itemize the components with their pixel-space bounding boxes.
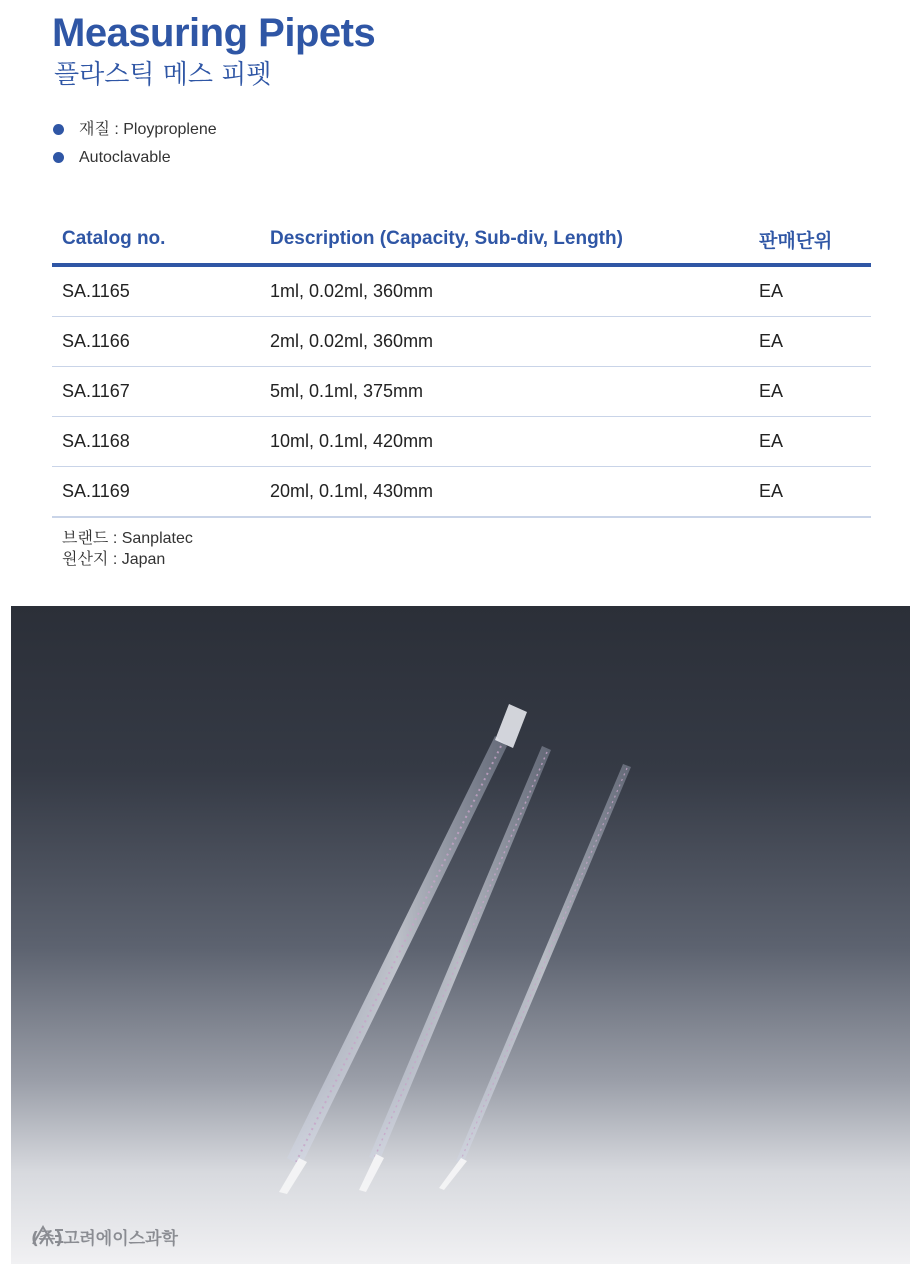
description-cell: 10ml, 0.1ml, 420mm	[260, 417, 749, 467]
unit-cell: EA	[749, 317, 871, 367]
table-row	[52, 467, 871, 518]
description-cell: 5ml, 0.1ml, 375mm	[260, 367, 749, 417]
catalog-cell: SA.1165	[52, 265, 260, 317]
feature-text: 재질 : Ployproplene	[79, 121, 217, 138]
feature-item-material	[52, 116, 217, 144]
page-subtitle: 플라스틱 메스 피펫	[54, 60, 272, 90]
spec-table	[52, 215, 871, 518]
column-header-description: Description (Capacity, Sub-div, Length)	[260, 215, 749, 265]
bullet-dot-icon	[53, 152, 64, 163]
brand-note: 브랜드 : Sanplatec	[62, 530, 193, 547]
description-cell: 1ml, 0.02ml, 360mm	[260, 265, 749, 317]
bullet-dot-icon	[53, 124, 64, 135]
catalog-cell: SA.1169	[52, 467, 260, 518]
unit-cell: EA	[749, 417, 871, 467]
description-cell: 2ml, 0.02ml, 360mm	[260, 317, 749, 367]
pipet-large	[279, 704, 527, 1194]
table-row	[52, 367, 871, 417]
feature-list	[52, 116, 217, 172]
company-logo	[31, 1224, 178, 1249]
column-header-unit: 판매단위	[749, 215, 871, 265]
table-row	[52, 417, 871, 467]
table-row	[52, 265, 871, 317]
catalog-cell: SA.1167	[52, 367, 260, 417]
unit-cell: EA	[749, 467, 871, 518]
feature-item-autoclavable	[52, 144, 217, 172]
unit-cell: EA	[749, 367, 871, 417]
company-name: (주)고려에이스과학	[31, 1229, 178, 1249]
table-header-row	[52, 215, 871, 265]
product-photo	[11, 606, 910, 1264]
unit-cell: EA	[749, 265, 871, 317]
pipet-thin	[439, 764, 631, 1190]
description-cell: 20ml, 0.1ml, 430mm	[260, 467, 749, 518]
page-title: Measuring Pipets	[52, 11, 376, 55]
table-row	[52, 317, 871, 367]
catalog-cell: SA.1168	[52, 417, 260, 467]
catalog-cell: SA.1166	[52, 317, 260, 367]
column-header-catalog: Catalog no.	[52, 215, 260, 265]
pipets-illustration	[11, 606, 910, 1264]
company-logo-icon	[31, 1224, 65, 1246]
feature-text: Autoclavable	[79, 149, 171, 166]
product-notes	[62, 528, 193, 570]
origin-note: 원산지 : Japan	[62, 551, 166, 568]
